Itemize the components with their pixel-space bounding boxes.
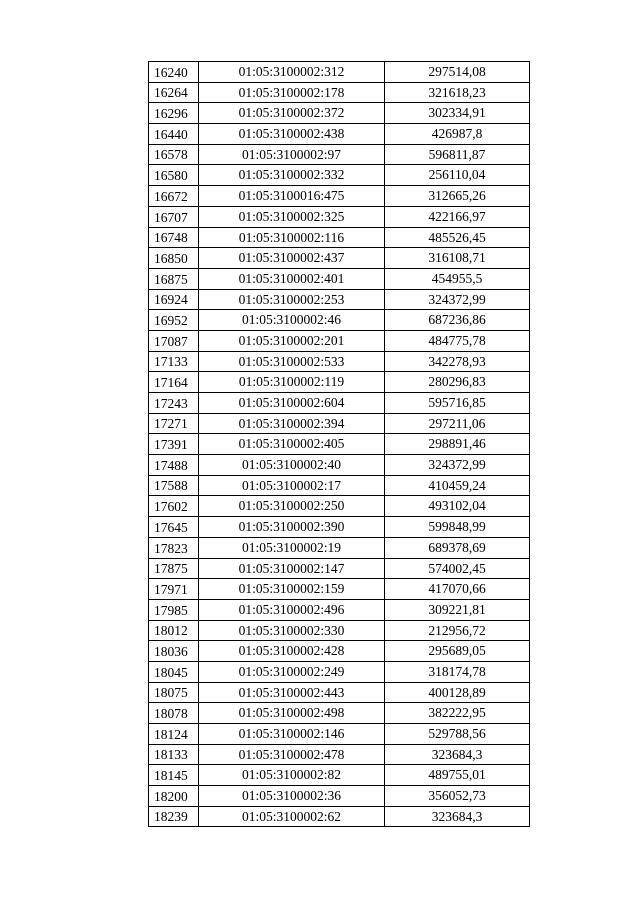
cadastral-number-cell: 01:05:3100016:475 xyxy=(199,186,385,207)
table-row xyxy=(149,786,530,807)
row-number-cell: 18239 xyxy=(149,806,199,827)
amount-cell: 318174,78 xyxy=(385,661,530,682)
amount-cell: 595716,85 xyxy=(385,393,530,414)
row-number-cell: 18036 xyxy=(149,641,199,662)
table-row xyxy=(149,124,530,145)
cadastral-number-cell: 01:05:3100002:250 xyxy=(199,496,385,517)
amount-cell: 422166,97 xyxy=(385,206,530,227)
table-row xyxy=(149,661,530,682)
cadastral-number-cell: 01:05:3100002:159 xyxy=(199,579,385,600)
cadastral-number-cell: 01:05:3100002:19 xyxy=(199,537,385,558)
row-number-cell: 18078 xyxy=(149,703,199,724)
row-number-cell: 16580 xyxy=(149,165,199,186)
amount-cell: 302334,91 xyxy=(385,103,530,124)
row-number-cell: 16850 xyxy=(149,248,199,269)
table-row xyxy=(149,682,530,703)
table-row xyxy=(149,765,530,786)
amount-cell: 298891,46 xyxy=(385,434,530,455)
table-row xyxy=(149,455,530,476)
amount-cell: 529788,56 xyxy=(385,724,530,745)
table-row xyxy=(149,103,530,124)
row-number-cell: 16748 xyxy=(149,227,199,248)
row-number-cell: 16440 xyxy=(149,124,199,145)
cadastral-number-cell: 01:05:3100002:325 xyxy=(199,206,385,227)
amount-cell: 596811,87 xyxy=(385,144,530,165)
cadastral-number-cell: 01:05:3100002:147 xyxy=(199,558,385,579)
cadastral-number-cell: 01:05:3100002:394 xyxy=(199,413,385,434)
cadastral-number-cell: 01:05:3100002:405 xyxy=(199,434,385,455)
cadastral-number-cell: 01:05:3100002:437 xyxy=(199,248,385,269)
row-number-cell: 17985 xyxy=(149,599,199,620)
table-row xyxy=(149,744,530,765)
amount-cell: 689378,69 xyxy=(385,537,530,558)
table-row xyxy=(149,558,530,579)
row-number-cell: 17971 xyxy=(149,579,199,600)
amount-cell: 297514,08 xyxy=(385,62,530,83)
amount-cell: 212956,72 xyxy=(385,620,530,641)
row-number-cell: 18145 xyxy=(149,765,199,786)
cadastral-number-cell: 01:05:3100002:443 xyxy=(199,682,385,703)
table-row xyxy=(149,62,530,83)
row-number-cell: 18045 xyxy=(149,661,199,682)
amount-cell: 309221,81 xyxy=(385,599,530,620)
amount-cell: 574002,45 xyxy=(385,558,530,579)
cadastral-number-cell: 01:05:3100002:97 xyxy=(199,144,385,165)
row-number-cell: 18124 xyxy=(149,724,199,745)
table-row xyxy=(149,641,530,662)
amount-cell: 382222,95 xyxy=(385,703,530,724)
row-number-cell: 16264 xyxy=(149,82,199,103)
cadastral-number-cell: 01:05:3100002:62 xyxy=(199,806,385,827)
amount-cell: 485526,45 xyxy=(385,227,530,248)
table-row xyxy=(149,579,530,600)
row-number-cell: 16296 xyxy=(149,103,199,124)
amount-cell: 323684,3 xyxy=(385,744,530,765)
amount-cell: 400128,89 xyxy=(385,682,530,703)
cadastral-number-cell: 01:05:3100002:116 xyxy=(199,227,385,248)
row-number-cell: 17164 xyxy=(149,372,199,393)
cadastral-number-cell: 01:05:3100002:390 xyxy=(199,517,385,538)
amount-cell: 295689,05 xyxy=(385,641,530,662)
amount-cell: 297211,06 xyxy=(385,413,530,434)
amount-cell: 324372,99 xyxy=(385,455,530,476)
cadastral-number-cell: 01:05:3100002:36 xyxy=(199,786,385,807)
amount-cell: 356052,73 xyxy=(385,786,530,807)
row-number-cell: 17243 xyxy=(149,393,199,414)
amount-cell: 484775,78 xyxy=(385,330,530,351)
table-body xyxy=(149,62,530,827)
amount-cell: 280296,83 xyxy=(385,372,530,393)
amount-cell: 493102,04 xyxy=(385,496,530,517)
row-number-cell: 18075 xyxy=(149,682,199,703)
amount-cell: 323684,3 xyxy=(385,806,530,827)
table-row xyxy=(149,599,530,620)
cadastral-number-cell: 01:05:3100002:332 xyxy=(199,165,385,186)
table-row xyxy=(149,806,530,827)
row-number-cell: 16240 xyxy=(149,62,199,83)
table-row xyxy=(149,310,530,331)
row-number-cell: 17645 xyxy=(149,517,199,538)
table-row xyxy=(149,144,530,165)
cadastral-number-cell: 01:05:3100002:496 xyxy=(199,599,385,620)
table-row xyxy=(149,227,530,248)
table-row xyxy=(149,434,530,455)
cadastral-number-cell: 01:05:3100002:604 xyxy=(199,393,385,414)
amount-cell: 489755,01 xyxy=(385,765,530,786)
amount-cell: 687236,86 xyxy=(385,310,530,331)
table-row xyxy=(149,248,530,269)
cadastral-number-cell: 01:05:3100002:330 xyxy=(199,620,385,641)
row-number-cell: 17875 xyxy=(149,558,199,579)
row-number-cell: 17602 xyxy=(149,496,199,517)
row-number-cell: 16707 xyxy=(149,206,199,227)
table-row xyxy=(149,537,530,558)
table-row xyxy=(149,330,530,351)
row-number-cell: 17087 xyxy=(149,330,199,351)
amount-cell: 256110,04 xyxy=(385,165,530,186)
amount-cell: 321618,23 xyxy=(385,82,530,103)
table-row xyxy=(149,475,530,496)
cadastral-number-cell: 01:05:3100002:201 xyxy=(199,330,385,351)
cadastral-number-cell: 01:05:3100002:40 xyxy=(199,455,385,476)
cadastral-number-cell: 01:05:3100002:82 xyxy=(199,765,385,786)
cadastral-number-cell: 01:05:3100002:249 xyxy=(199,661,385,682)
row-number-cell: 17488 xyxy=(149,455,199,476)
row-number-cell: 17271 xyxy=(149,413,199,434)
row-number-cell: 18012 xyxy=(149,620,199,641)
table-row xyxy=(149,82,530,103)
cadastral-number-cell: 01:05:3100002:119 xyxy=(199,372,385,393)
cadastral-number-cell: 01:05:3100002:312 xyxy=(199,62,385,83)
table-row xyxy=(149,289,530,310)
cadastral-number-cell: 01:05:3100002:253 xyxy=(199,289,385,310)
cadastral-number-cell: 01:05:3100002:146 xyxy=(199,724,385,745)
row-number-cell: 18133 xyxy=(149,744,199,765)
row-number-cell: 16952 xyxy=(149,310,199,331)
row-number-cell: 16578 xyxy=(149,144,199,165)
row-number-cell: 18200 xyxy=(149,786,199,807)
table-row xyxy=(149,372,530,393)
table-row xyxy=(149,517,530,538)
table-row xyxy=(149,620,530,641)
table-row xyxy=(149,703,530,724)
cadastral-number-cell: 01:05:3100002:533 xyxy=(199,351,385,372)
amount-cell: 410459,24 xyxy=(385,475,530,496)
amount-cell: 417070,66 xyxy=(385,579,530,600)
table-row xyxy=(149,206,530,227)
cadastral-number-cell: 01:05:3100002:46 xyxy=(199,310,385,331)
cadastral-number-cell: 01:05:3100002:401 xyxy=(199,268,385,289)
row-number-cell: 16875 xyxy=(149,268,199,289)
amount-cell: 342278,93 xyxy=(385,351,530,372)
row-number-cell: 17823 xyxy=(149,537,199,558)
amount-cell: 454955,5 xyxy=(385,268,530,289)
cadastral-number-cell: 01:05:3100002:17 xyxy=(199,475,385,496)
row-number-cell: 17133 xyxy=(149,351,199,372)
table-row xyxy=(149,413,530,434)
row-number-cell: 17588 xyxy=(149,475,199,496)
row-number-cell: 17391 xyxy=(149,434,199,455)
row-number-cell: 16924 xyxy=(149,289,199,310)
table-row xyxy=(149,268,530,289)
cadastral-number-cell: 01:05:3100002:428 xyxy=(199,641,385,662)
cadastral-number-cell: 01:05:3100002:438 xyxy=(199,124,385,145)
table-row xyxy=(149,351,530,372)
table-row xyxy=(149,496,530,517)
data-table xyxy=(148,61,530,827)
table-row xyxy=(149,393,530,414)
cadastral-number-cell: 01:05:3100002:478 xyxy=(199,744,385,765)
table-row xyxy=(149,165,530,186)
amount-cell: 426987,8 xyxy=(385,124,530,145)
amount-cell: 324372,99 xyxy=(385,289,530,310)
cadastral-number-cell: 01:05:3100002:372 xyxy=(199,103,385,124)
row-number-cell: 16672 xyxy=(149,186,199,207)
amount-cell: 316108,71 xyxy=(385,248,530,269)
cadastral-number-cell: 01:05:3100002:498 xyxy=(199,703,385,724)
amount-cell: 599848,99 xyxy=(385,517,530,538)
amount-cell: 312665,26 xyxy=(385,186,530,207)
table-row xyxy=(149,724,530,745)
cadastral-number-cell: 01:05:3100002:178 xyxy=(199,82,385,103)
table-row xyxy=(149,186,530,207)
